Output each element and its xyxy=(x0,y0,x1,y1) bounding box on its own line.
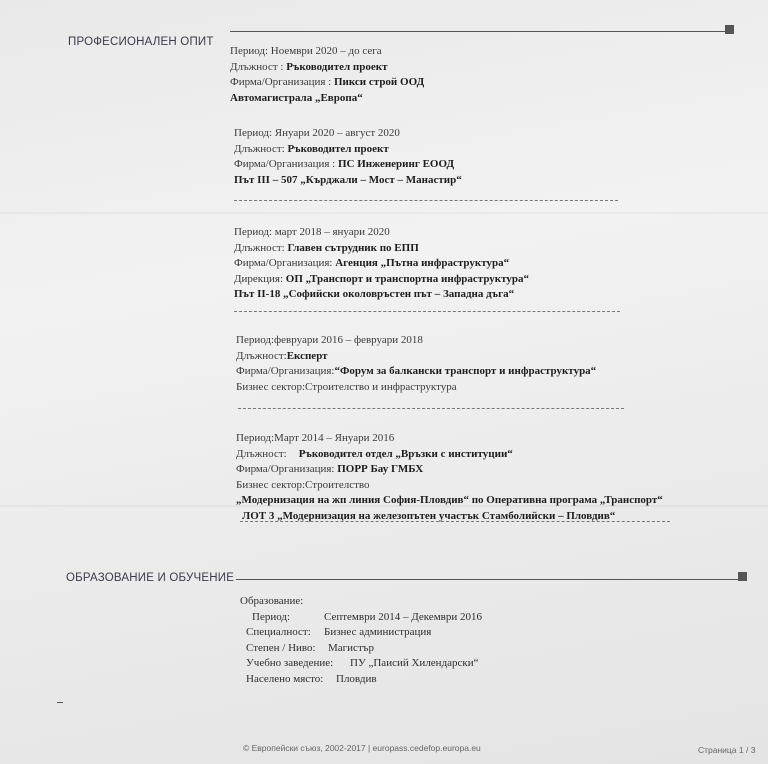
school-label: Учебно заведение: xyxy=(246,657,334,669)
education-section-rule xyxy=(236,579,738,580)
project-lot: ЛОТ 3 „Модернизация на железопътен участък Стамболийски – Пловдив“ xyxy=(242,509,616,522)
position-label: Длъжност: xyxy=(236,447,287,460)
experience-entry xyxy=(234,225,529,303)
company-value: Агенция „Пътна инфраструктура“ xyxy=(335,257,510,269)
place-value: Пловдив xyxy=(336,672,377,685)
position-label: Длъжност: xyxy=(236,349,287,362)
entry-period: Период: март 2018 – януари 2020 xyxy=(234,226,390,238)
project-name: Автомагистрала „Европа“ xyxy=(230,91,363,104)
entry-period: Период:Март 2014 – Януари 2016 xyxy=(236,432,395,444)
entry-separator xyxy=(240,521,670,522)
position-value: Ръководител проект xyxy=(287,142,389,155)
business-sector: Бизнес сектор:Строителство и инфраструктура xyxy=(236,380,457,393)
entry-separator xyxy=(238,408,624,409)
entry-period: Период: Ноември 2020 – до сега xyxy=(230,45,382,57)
company-value: ПС Инженеринг ЕООД xyxy=(337,158,455,170)
company-label: Фирма/Организация : xyxy=(234,158,338,170)
position-value: Главен сътрудник по ЕПП xyxy=(287,241,419,254)
company-label: Фирма/Организация : xyxy=(230,76,334,88)
company-value: ПОРР Бау ГМБХ xyxy=(337,463,424,475)
footer-copyright: © Европейски съюз, 2002-2017 | europass.cedefop.europa.eu xyxy=(243,743,481,753)
entry-period: Период:февруари 2016 – февруари 2018 xyxy=(236,334,423,346)
period-value: Септември 2014 – Декември 2016 xyxy=(324,610,482,623)
experience-entry xyxy=(236,431,663,524)
footer-page-number: Страница 1 / 3 xyxy=(698,745,756,755)
degree-label: Степен / Ниво: xyxy=(246,641,316,654)
entry-separator xyxy=(234,311,620,312)
company-label: Фирма/Организация: xyxy=(234,257,336,269)
company-label: Фирма/Организация: xyxy=(236,365,335,377)
experience-entry xyxy=(230,44,424,106)
company-label: Фирма/Организация: xyxy=(236,463,338,475)
school-value: ПУ „Паисий Хилендарски“ xyxy=(350,657,479,669)
experience-section-marker xyxy=(725,25,734,34)
position-label: Длъжност : xyxy=(230,60,287,73)
degree-value: Магистър xyxy=(328,641,374,654)
experience-section-rule xyxy=(230,31,728,32)
specialty-value: Бизнес администрация xyxy=(324,626,432,638)
place-label: Населено място: xyxy=(246,672,324,685)
position-label: Длъжност: xyxy=(234,241,288,254)
stray-mark xyxy=(57,702,63,703)
position-label: Длъжност: xyxy=(234,142,288,155)
position-value: Ръководител отдел „Връзки с институции“ xyxy=(298,447,513,460)
paper-fold xyxy=(0,212,768,214)
business-sector: Бизнес сектор:Строителство xyxy=(236,478,370,491)
directorate-value: ОП „Транспорт и транспортна инфраструктура“ xyxy=(285,272,530,285)
position-value: Експерт xyxy=(286,349,328,362)
education-heading: Образование: xyxy=(240,595,304,607)
directorate-label: Дирекция: xyxy=(234,272,286,285)
experience-entry xyxy=(234,126,462,188)
education-block xyxy=(240,594,482,687)
education-section-marker xyxy=(738,572,747,581)
experience-section-title: ПРОФЕСИОНАЛЕН ОПИТ xyxy=(68,36,214,48)
entry-separator xyxy=(234,200,618,201)
position-value: Ръководител проект xyxy=(286,60,388,73)
project-name: „Модернизация на жп линия София-Пловдив“ по Оперативна програма „Транспорт“ xyxy=(236,494,663,506)
company-value: “Форум за балкански транспорт и инфраструктура“ xyxy=(334,365,597,377)
education-section-title: ОБРАЗОВАНИЕ И ОБУЧЕНИЕ xyxy=(66,572,235,584)
specialty-label: Специалност: xyxy=(246,626,311,638)
experience-entry xyxy=(236,333,596,395)
period-label: Период: xyxy=(252,610,291,623)
company-value: Пикси строй ООД xyxy=(333,76,425,88)
project-name: Път II-18 „Софийски околовръстен път – Западна дъга“ xyxy=(234,288,515,300)
entry-period: Период: Януари 2020 – август 2020 xyxy=(234,127,400,139)
project-name: Път III – 507 „Кърджали – Мост – Манастир“ xyxy=(234,173,462,186)
